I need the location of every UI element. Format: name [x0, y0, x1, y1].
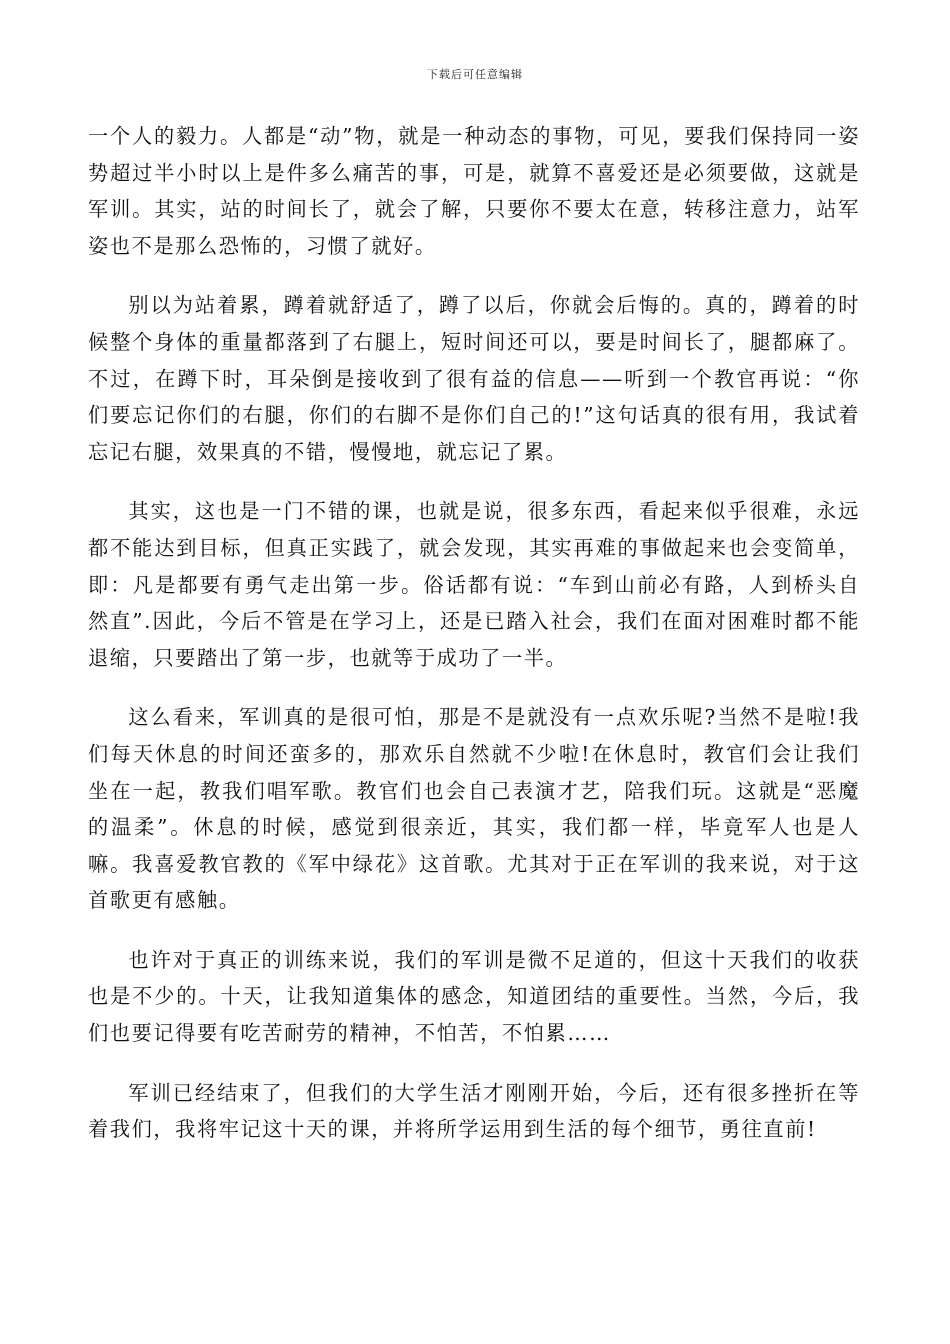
paragraph-5: 也许对于真正的训练来说，我们的军训是微不足道的，但这十天我们的收获也是不少的。十天，让我知道集体的感念，知道团结的重要性。当然，今后，我们也要记得要有吃苦耐劳的精神，不怕苦，不怕累…… [88, 947, 860, 1046]
paragraph-1: 一个人的毅力。人都是“动”物，就是一种动态的事物，可见，要我们保持同一姿势超过半小时以上是件多么痛苦的事，可是，就算不喜爱还是必须要做，这就是军训。其实，站的时间长了，就会了解，只要你不要太在意，转移注意力，站军姿也不是那么恐怖的，习惯了就好。 [88, 124, 860, 258]
page-header: 下载后可任意编辑 [427, 68, 523, 81]
document-body [88, 118, 860, 1171]
paragraph-6: 军训已经结束了，但我们的大学生活才刚刚开始，今后，还有很多挫折在等着我们，我将牢记这十天的课，并将所学运用到生活的每个细节，勇往直前! [88, 1080, 860, 1142]
paragraph-3: 其实，这也是一门不错的课，也就是说，很多东西，看起来似乎很难，永远都不能达到目标，但真正实践了，就会发现，其实再难的事做起来也会变简单，即：凡是都要有勇气走出第一步。俗话都有说：“车到山前必有路，人到桥头自然直”.因此，今后不管是在学习上，还是已踏入社会，我们在面对困难时都不能退缩，只要踏出了第一步，也就等于成功了一半。 [88, 499, 860, 670]
paragraph-4: 这么看来，军训真的是很可怕，那是不是就没有一点欢乐呢?当然不是啦!我们每天休息的时间还蛮多的，那欢乐自然就不少啦!在休息时，教官们会让我们坐在一起，教我们唱军歌。教官们也会自己表演才艺，陪我们玩。这就是“恶魔的温柔”。休息的时候，感觉到很亲近，其实，我们都一样，毕竟军人也是人嘛。我喜爱教官教的《军中绿花》这首歌。尤其对于正在军训的我来说，对于这首歌更有感触。 [88, 705, 860, 913]
paragraph-2: 别以为站着累，蹲着就舒适了，蹲了以后，你就会后悔的。真的，蹲着的时候整个身体的重量都落到了右腿上，短时间还可以，要是时间长了，腿都麻了。不过，在蹲下时，耳朵倒是接收到了很有益的信息——听到一个教官再说：“你们要忘记你们的右腿，你们的右脚不是你们自己的!”这句话真的很有用，我试着忘记右腿，效果真的不错，慢慢地，就忘记了累。 [88, 293, 860, 464]
